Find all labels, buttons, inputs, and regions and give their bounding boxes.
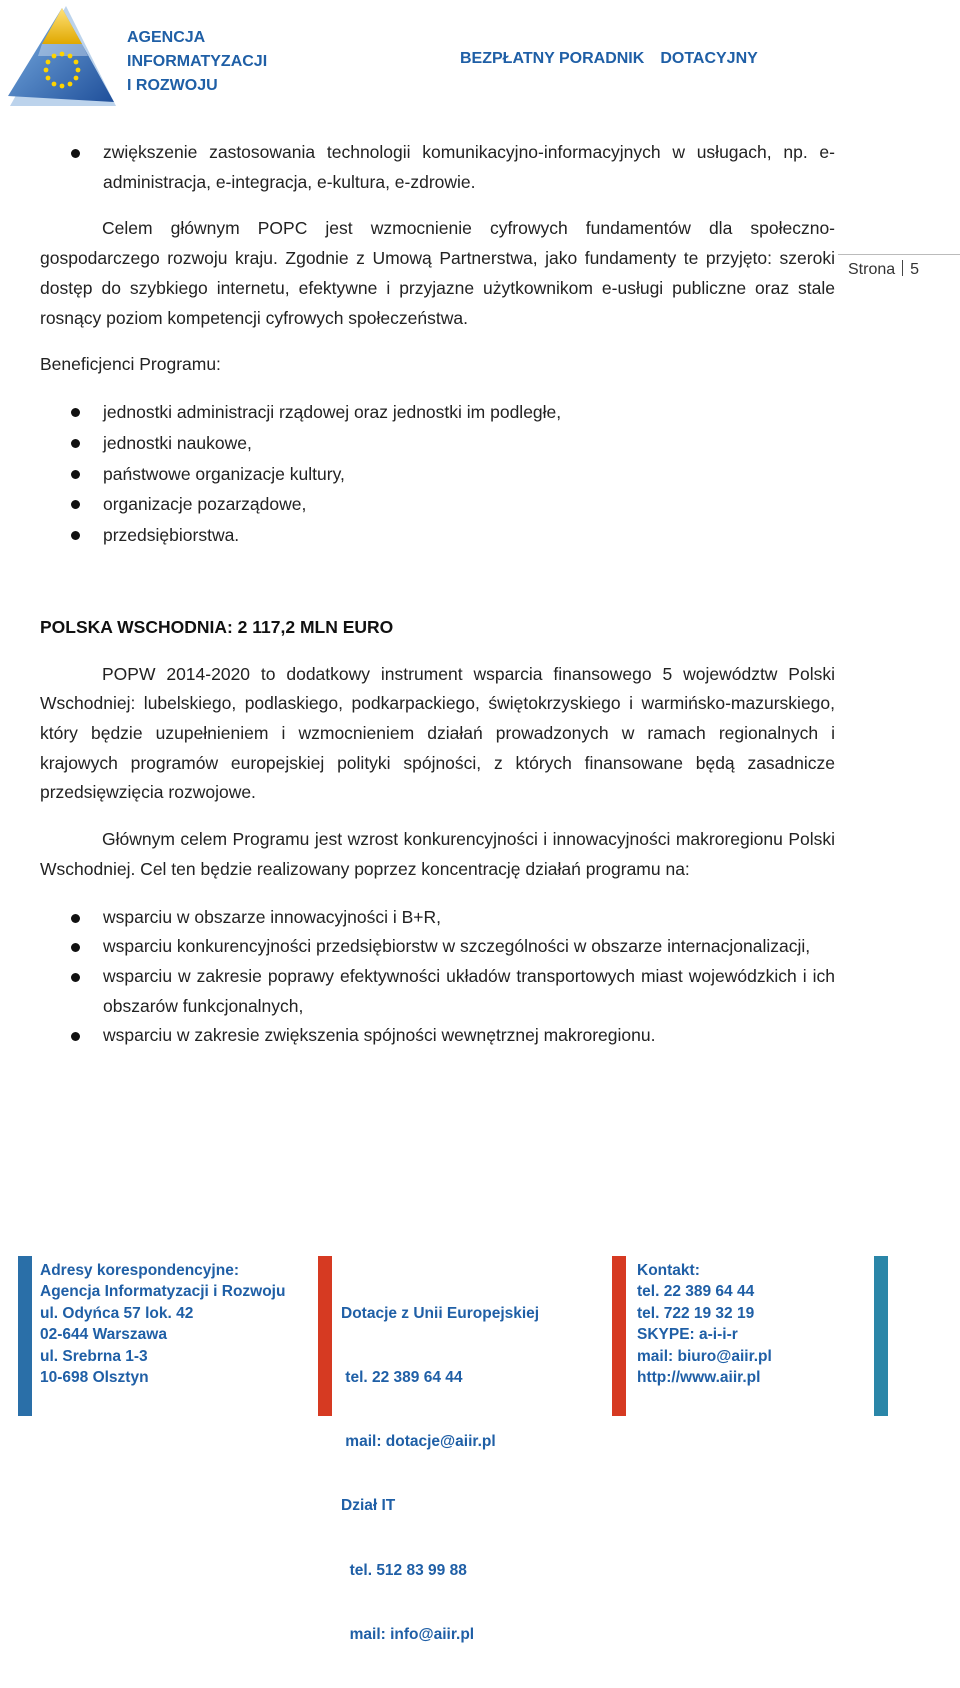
footer-line: ul. Srebrna 1-3 — [40, 1347, 148, 1365]
page-number-divider — [902, 260, 903, 276]
bullet-icon — [71, 408, 80, 417]
footer-line: Dotacje z Unii Europejskiej — [341, 1304, 540, 1322]
page-number-value: 5 — [910, 261, 920, 278]
list-item-text: wsparciu konkurencyjności przedsiębiorstw w szczególności w obszarze internacjonalizacji, — [103, 936, 811, 957]
footer-line: tel. 722 19 32 19 — [637, 1304, 755, 1322]
list-item — [40, 520, 835, 551]
guide-title-part: DOTACYJNY — [660, 50, 758, 67]
list-item — [40, 459, 835, 490]
footer-link-email[interactable]: mail: dotacje@aiir.pl — [341, 1433, 496, 1451]
document-body — [40, 138, 835, 1051]
footer-color-bar — [18, 1256, 32, 1416]
guide-title-part: BEZPŁATNY PORADNIK — [460, 50, 645, 67]
list-item — [40, 397, 835, 428]
footer-link-email[interactable]: mail: info@aiir.pl — [341, 1625, 475, 1643]
list-item-text: organizacje pozarządowe, — [103, 494, 307, 515]
list-item-text: jednostki naukowe, — [103, 432, 252, 453]
footer-line: 02-644 Warszawa — [40, 1326, 167, 1344]
agency-name-line: INFORMATYZACJI — [127, 53, 268, 70]
footer-line: Agencja Informatyzacji i Rozwoju — [40, 1283, 286, 1301]
section-heading: POLSKA WSCHODNIA: 2 117,2 MLN EURO — [40, 616, 394, 637]
footer-line: tel. 22 389 64 44 — [341, 1369, 463, 1387]
agency-name — [127, 26, 267, 98]
bullet-icon — [71, 149, 80, 158]
footer-line: SKYPE: a-i-i-r — [637, 1326, 738, 1344]
guide-title — [460, 50, 758, 68]
footer-line: Kontakt: — [637, 1262, 700, 1279]
page-footer — [0, 1256, 960, 1643]
goal-list — [40, 903, 835, 1052]
list-item-text: wsparciu w zakresie zwiększenia spójności wewnętrznej makroregionu. — [103, 1025, 656, 1046]
list-item-text: państwowe organizacje kultury, — [103, 463, 345, 484]
popw-paragraph: POPW 2014-2020 to dodatkowy instrument wsparcia finansowego 5 województw Polski Wschodniej: lubelskiego, podlaskiego, podkarpackiego, świętokrzyskiego i warmińsko-mazurskiego, który będzie uzupełnieniem i wzmocnieniem działań prowadzonych w ramach regionalnych i krajowych programów europejskiej polityki spójności, z których finansowane będą zasadnicze przedsięwzięcia rozwojowe. — [40, 663, 835, 803]
list-item — [40, 428, 835, 459]
goal-paragraph: Głównym celem Programu jest wzrost konkurencyjności i innowacyjności makroregionu Polski Wschodniej. Cel ten będzie realizowany poprzez koncentrację działań programu na: — [40, 829, 835, 879]
bullet-icon — [71, 1032, 80, 1041]
list-item-text: przedsiębiorstwa. — [103, 525, 240, 546]
footer-link-website[interactable]: http://www.aiir.pl — [637, 1369, 761, 1387]
beneficiaries-list — [40, 397, 835, 551]
footer-color-bar — [874, 1256, 888, 1416]
bullet-icon — [71, 973, 80, 982]
footer-line: tel. 22 389 64 44 — [637, 1283, 755, 1301]
list-item — [40, 903, 835, 933]
agency-name-line: AGENCJA — [127, 29, 206, 46]
footer-grants-contact — [341, 1260, 539, 1688]
list-item — [40, 138, 835, 197]
footer-link-email[interactable]: mail: biuro@aiir.pl — [637, 1347, 772, 1365]
list-item — [40, 932, 835, 962]
footer-color-bar — [318, 1256, 332, 1416]
page-number — [848, 260, 919, 279]
agency-logo-icon — [4, 4, 120, 116]
list-item-text: wsparciu w zakresie poprawy efektywności układów transportowych miast wojewódzkich i ich obszarów funkcjonalnych, — [103, 965, 835, 1016]
bullet-icon — [71, 914, 80, 923]
footer-line: tel. 512 83 99 88 — [341, 1561, 467, 1579]
page-header — [0, 0, 960, 120]
page-number-rule — [838, 254, 960, 255]
footer-line: Adresy korespondencyjne: — [40, 1262, 239, 1279]
list-item-text: wsparciu w obszarze innowacyjności i B+R, — [103, 906, 441, 927]
footer-line: ul. Odyńca 57 lok. 42 — [40, 1304, 194, 1322]
list-item — [40, 1021, 835, 1051]
bullet-icon — [71, 500, 80, 509]
bullet-icon — [71, 531, 80, 540]
top-bullet-list — [40, 138, 835, 197]
footer-contact — [637, 1260, 772, 1388]
popc-paragraph: Celem głównym POPC jest wzmocnienie cyfrowych fundamentów dla społeczno-gospodarczego rozwoju kraju. Zgodnie z Umową Partnerstwa, jako fundamenty te przyjęto: szeroki dostęp do szybkiego internetu, efektywne i przyjazne użytkownikom e-usługi publiczne oraz stale rosnący poziom kompetencji cyfrowych społeczeństwa. — [40, 218, 835, 328]
agency-name-line: I ROZWOJU — [127, 77, 218, 94]
bullet-icon — [71, 470, 80, 479]
bullet-icon — [71, 439, 80, 448]
footer-line: Dział IT — [341, 1497, 396, 1515]
list-item-text: zwiększenie zastosowania technologii komunikacyjno-informacyjnych w usługach, np. e-administracja, e-integracja, e-kultura, e-zdrowie. — [103, 142, 835, 192]
bullet-icon — [71, 943, 80, 952]
list-item — [40, 489, 835, 520]
list-item-text: jednostki administracji rządowej oraz jednostki im podległe, — [103, 401, 562, 422]
footer-color-bar — [612, 1256, 626, 1416]
list-item — [40, 962, 835, 1021]
footer-addresses — [40, 1260, 285, 1388]
beneficiaries-label: Beneficjenci Programu: — [40, 354, 221, 375]
footer-line: 10-698 Olsztyn — [40, 1369, 149, 1387]
page-number-label: Strona — [848, 261, 896, 278]
